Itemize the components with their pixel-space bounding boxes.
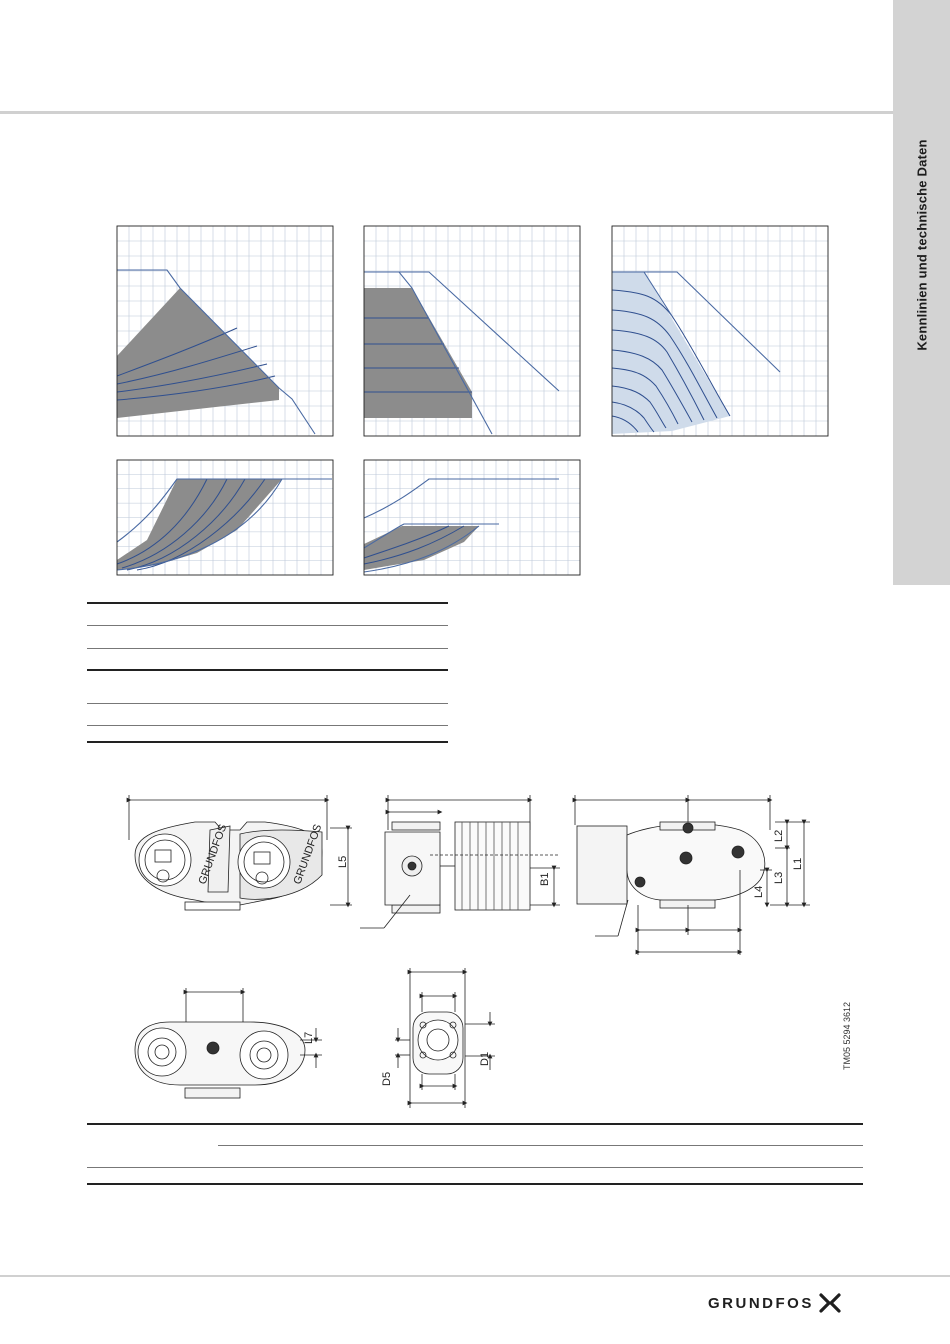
dim-l2: L2 [773, 829, 785, 842]
table-2-bottom-rule [87, 1183, 863, 1185]
dim-l7: L7 [303, 1031, 315, 1044]
bottom-view [135, 988, 322, 1098]
footer-rule [0, 1275, 950, 1277]
brand-logo [708, 1293, 841, 1313]
dim-l3: L3 [773, 871, 785, 884]
table-1-row-rule [87, 725, 448, 726]
power-chart-1 [117, 460, 333, 575]
grundfos-x-logo-icon [819, 1293, 841, 1313]
table-1-row-rule [87, 703, 448, 704]
chapter-tab [893, 0, 950, 585]
dim-l4: L4 [753, 885, 765, 898]
header-rule [0, 111, 893, 114]
table-2-top-rule [87, 1123, 863, 1125]
flange-view [395, 968, 495, 1108]
table-1-row-rule [87, 648, 448, 649]
chart-5-operating-area [364, 526, 479, 570]
table-1-section-rule [87, 669, 448, 671]
drawing-number: TM05 5294 3612 [842, 1001, 852, 1070]
dim-d1: D1 [479, 1051, 491, 1066]
chart-1-operating-area [117, 288, 279, 418]
dim-b1: B1 [539, 872, 551, 886]
dimension-drawing [0, 780, 893, 1120]
dim-d5: D5 [381, 1071, 393, 1086]
svg-text:GRUNDFOS: GRUNDFOS [291, 822, 325, 887]
chapter-tab-label: Kennlinien und technische Daten [914, 139, 929, 351]
brand-name: GRUNDFOS [708, 1294, 814, 1312]
twin-head-front-view [129, 795, 352, 910]
dim-l5: L5 [337, 855, 349, 868]
chart-2-operating-area [364, 288, 472, 418]
table-1-row-rule [87, 625, 448, 626]
svg-text:GRUNDFOS: GRUNDFOS [196, 822, 230, 887]
table-2-row-rule [87, 1167, 863, 1168]
performance-chart-3 [612, 226, 828, 436]
performance-chart-2 [364, 226, 580, 436]
side-view [360, 795, 560, 928]
power-chart-2 [364, 460, 580, 575]
performance-chart-1 [117, 226, 333, 436]
table-2-header-rule [218, 1145, 863, 1146]
dim-l1: L1 [792, 857, 804, 870]
table-1-bottom-rule [87, 741, 448, 743]
table-1-top-rule [87, 602, 448, 604]
